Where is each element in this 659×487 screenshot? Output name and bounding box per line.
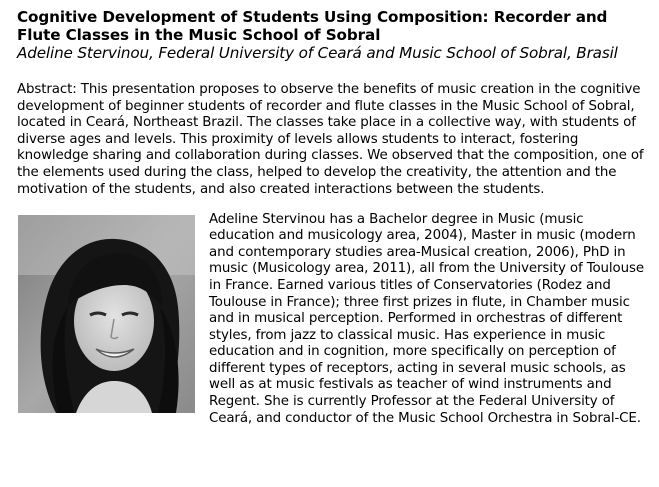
author-byline: Adeline Stervinou, Federal University of Ceará and Music School of Sobral, Brasil [17, 44, 618, 62]
author-bio-section [17, 212, 645, 428]
author-bio-text: Adeline Stervinou has a Bachelor degree in Music (music education and musicology area, 2004), Master in music (modern and contemporary studies area-Musical creation, 2006), PhD in music (Musicology area, 2011), all from the University of Toulouse in France. Earned various titles of Conservatories (Rodez and Toulouse in France); three first prizes in flute, in Chamber music and in musical perception. Performed in orchestras of different styles, from jazz to classical music. Has experience in music education and in cognition, more specifically on perception of different types of receptors, acting in several music schools, as well as at music festivals as teacher of wind instruments and Regent. She is currently Professor at the Federal University of Ceará, and conductor of the Music School Orchestra in Sobral-CE. [209, 211, 644, 426]
abstract-paragraph: Abstract: This presentation proposes to observe the benefits of music creation in the cognitive development of beginner students of recorder and flute classes in the Music School of Sobral, located in Ceará, Northeast Brazil. The classes take place in a collective way, with students of diverse ages and levels. This proximity of levels allows students to interact, fostering knowledge sharing and collaboration during classes. We observed that the composition, one of the elements used during the class, helped to develop the creativity, the attention and the motivation of the students, and also created interactions between the students. [17, 82, 644, 197]
presentation-title: Cognitive Development of Students Using Composition: Recorder and Flute Classes in the Music School of Sobral [17, 8, 608, 44]
document-page [17, 8, 645, 427]
author-portrait-photo [18, 215, 195, 413]
